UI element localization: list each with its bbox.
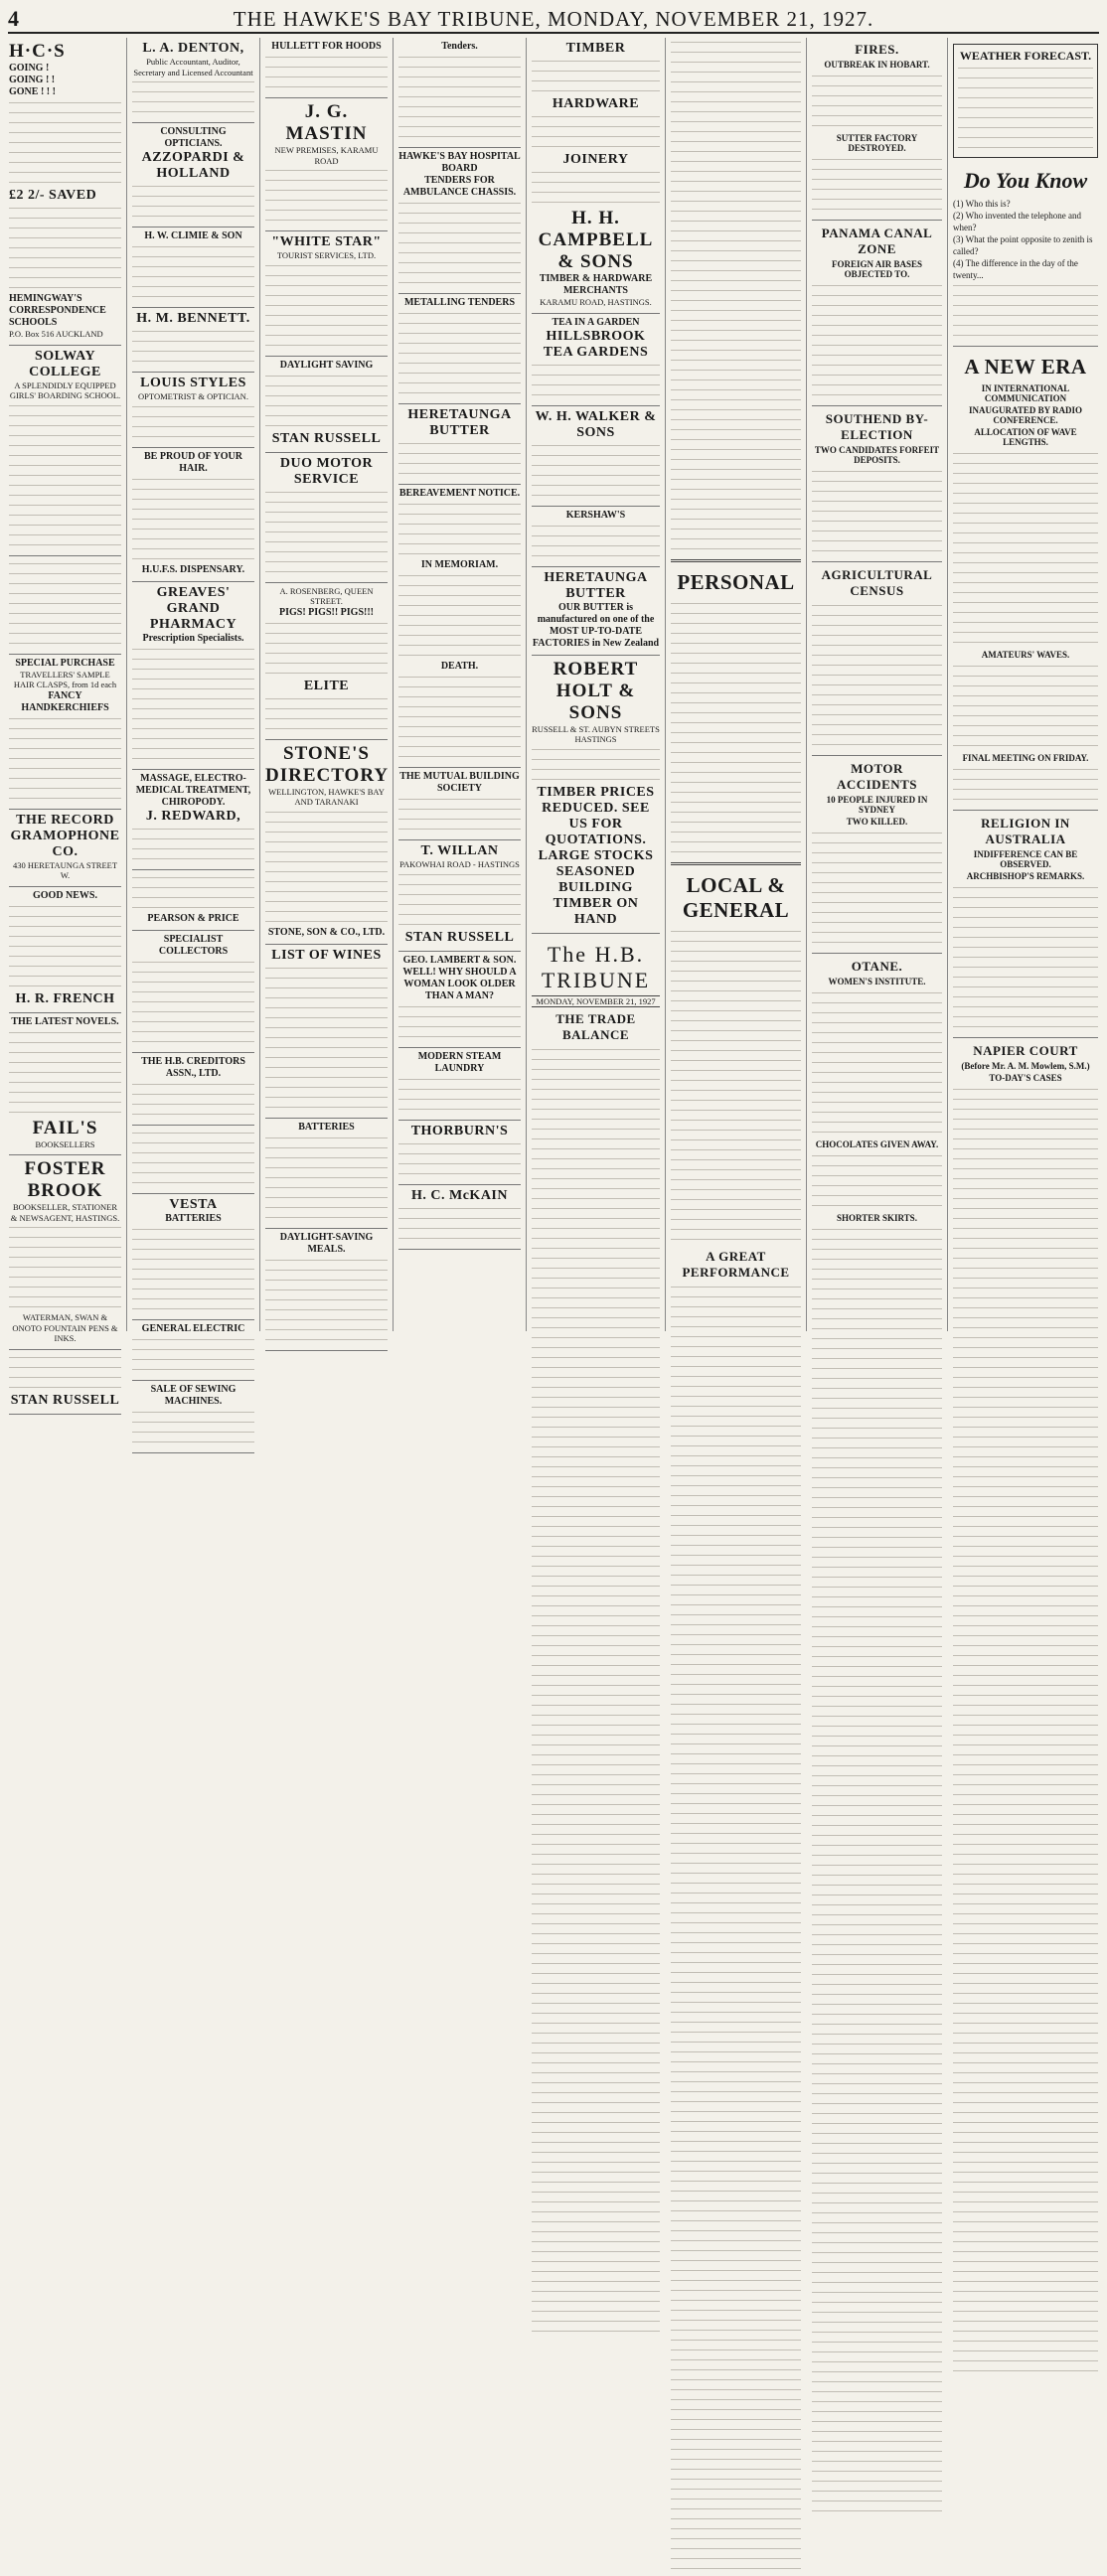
campbell-address: KARAMU ROAD, HASTINGS. (540, 297, 652, 307)
text-block (398, 571, 521, 661)
tenders-heading: Tenders. (441, 41, 478, 52)
masthead-title: THE HAWKE'S BAY TRIBUNE, MONDAY, NOVEMBER 21, 1927. (233, 7, 874, 31)
article-text (953, 1085, 1098, 2378)
daylight-meals-heading: DAYLIGHT-SAVING MEALS. (279, 1231, 374, 1255)
great-performance-heading: A GREAT PERFORMANCE (682, 1249, 790, 1280)
parents-ad (9, 556, 121, 655)
text-block (398, 1075, 521, 1115)
louis-sub: OPTOMETRIST & OPTICIAN. (138, 391, 248, 401)
text-block (398, 870, 521, 930)
sale-ad (132, 1381, 254, 1453)
article-text (812, 1151, 942, 1211)
text-block (398, 1139, 521, 1179)
mastin-ad (265, 98, 388, 231)
text-block (132, 1080, 254, 1120)
fails-heading: FAIL'S (32, 1117, 98, 1138)
fires-heading: FIRES. (855, 42, 899, 57)
vesta-sub: BATTERIES (165, 1212, 222, 1224)
column-5 (527, 38, 666, 1331)
panama-sub: FOREIGN AIR BASES OBJECTED TO. (831, 259, 923, 279)
do-you-know-heading: Do You Know (963, 168, 1088, 193)
napier-sub-2: TO-DAY'S CASES (989, 1073, 1062, 1083)
solway-sub: A SPLENDIDLY EQUIPPED GIRLS' BOARDING SCHOOL. (9, 379, 121, 400)
text-block (132, 242, 254, 302)
mastin-heading: J. G. MASTIN (285, 101, 368, 144)
new-era-sub: IN INTERNATIONAL COMMUNICATION (981, 383, 1070, 403)
text-block (532, 57, 660, 96)
text-block (9, 1353, 121, 1393)
article-text (953, 765, 1098, 805)
trade-balance-article (532, 1045, 660, 2339)
tea-ad (532, 314, 660, 406)
hemingway-school: HEMINGWAY'S CORRESPONDENCE SCHOOLS (9, 293, 106, 328)
bennett-heading: H. M. BENNETT. (136, 311, 250, 326)
sale-heading: SALE OF SEWING MACHINES. (150, 1383, 237, 1407)
stones-sub: WELLINGTON, HAWKE'S BAY AND TARANAKI (268, 786, 385, 807)
text-block (9, 204, 121, 293)
text-block (9, 559, 121, 649)
mckain-heading: H. C. McKAIN (411, 1187, 508, 1203)
article-text (812, 467, 942, 556)
text-block (9, 1223, 121, 1312)
text-block (132, 182, 254, 222)
text-block (532, 168, 660, 208)
batteries-heading: BATTERIES (298, 1121, 355, 1133)
personal-article (671, 599, 801, 857)
waterman-line: WATERMAN, SWAN & ONOTO FOUNTAIN PENS & INKS. (12, 1312, 118, 1343)
article-text (953, 883, 1098, 1032)
column-4 (394, 38, 527, 1331)
page-number: 4 (8, 6, 19, 31)
column-1 (4, 38, 127, 1408)
denton-heading: L. A. DENTON, (142, 41, 244, 56)
geo-heading: GEO. LAMBERT & SON. (402, 954, 517, 966)
white-star-sub: TOURIST SERVICES, LTD. (276, 250, 377, 260)
text-block (265, 808, 388, 927)
heretaunga-heading: HERETAUNGA BUTTER (407, 407, 512, 438)
record-heading: THE RECORD GRAMOPHONE CO. (10, 812, 120, 859)
fancy-heading: FANCY HANDKERCHIEFS (21, 689, 109, 713)
vesta-ad (132, 1194, 254, 1320)
tribune-nameplate: The H.B. TRIBUNE (541, 941, 651, 992)
mastin-sub: NEW PREMISES, KARAMU ROAD (274, 145, 379, 166)
heretaunga-butter-ad-2 (532, 567, 660, 656)
column-6 (666, 38, 807, 1331)
creditors-ad (132, 1053, 254, 1126)
general-heading: GENERAL ELECTRIC (141, 1322, 245, 1334)
batteries-ad (265, 1119, 388, 1229)
article-text (953, 662, 1098, 751)
article-text (812, 72, 942, 131)
metalling-ad (398, 294, 521, 404)
hemingway-address: P.O. Box 516 AUCKLAND (9, 329, 103, 339)
pigs-heading: PIGS! PIGS!! PIGS!!! (279, 606, 374, 618)
article-text (671, 356, 801, 554)
stan-heading-3: STAN RUSSELL (404, 929, 515, 945)
thorburns-heading: THORBURN'S (410, 1123, 509, 1138)
agricultural-heading: AGRICULTURAL CENSUS (821, 567, 933, 598)
general-ad (132, 1320, 254, 1381)
redward-ad (132, 770, 254, 870)
text-block (532, 745, 660, 785)
text-block (265, 1134, 388, 1223)
final-heading: FINAL MEETING ON FRIDAY. (962, 753, 1089, 763)
text-block (132, 1408, 254, 1447)
motor-sub: 10 PEOPLE INJURED IN SYDNEY (826, 795, 928, 815)
wines-heading: LIST OF WINES (271, 947, 382, 963)
kershaws-heading: KERSHAW'S (565, 509, 626, 521)
new-era-heading: A NEW ERA (964, 355, 1087, 379)
text-block (532, 522, 660, 561)
text-block (265, 166, 388, 226)
joinery-heading: JOINERY (562, 152, 629, 167)
masthead (8, 6, 1099, 34)
denton-sub: Public Accountant, Auditor, Secretary and Licensed Accountant (133, 57, 253, 77)
text-block (265, 964, 388, 1113)
text-block (132, 873, 254, 913)
hullett-heading: HULLETT FOR HOODS (271, 41, 382, 52)
text-block (265, 1256, 388, 1345)
foster-heading: FOSTER BROOK (24, 1158, 106, 1201)
record-ad (9, 810, 121, 887)
text-block (9, 401, 121, 550)
azzopardi-heading: AZZOPARDI & HOLLAND (141, 150, 245, 181)
campbell-ad (532, 38, 660, 314)
dyk-answers (953, 281, 1098, 341)
foster-ad (9, 1155, 121, 1350)
record-address: 430 HERETAUNGA STREET W. (12, 859, 118, 880)
panama-heading: PANAMA CANAL ZONE (821, 226, 933, 256)
hospital-heading: HAWKE'S BAY HOSPITAL BOARD (398, 151, 521, 174)
stan-ad (9, 1350, 121, 1415)
hair-ad (132, 448, 254, 582)
duo-ad (265, 453, 388, 583)
thorburns-ad (398, 1121, 521, 1185)
hospital-ad (398, 148, 521, 294)
timber-reduced: TIMBER PRICES REDUCED. SEE US FOR QUOTATIONS. (537, 784, 655, 847)
wines-ad (265, 945, 388, 1119)
column-3 (260, 38, 394, 1331)
foster-sub: BOOKSELLER, STATIONER & NEWSAGENT, HASTINGS. (10, 1202, 120, 1223)
text-block (532, 361, 660, 400)
text-block (265, 619, 388, 679)
text-block (265, 694, 388, 734)
outbreak-heading: OUTBREAK IN HOBART. (824, 60, 930, 70)
hardware-heading: HARDWARE (552, 96, 640, 111)
mutual-ad (398, 768, 521, 840)
divider (953, 346, 1098, 347)
article-text (671, 38, 801, 356)
stones-heading: STONE'S DIRECTORY (265, 742, 390, 786)
specialist-ad (132, 931, 254, 1053)
mckain-ad (398, 1185, 521, 1250)
text-block (398, 1204, 521, 1244)
notices (398, 485, 521, 768)
text-block (132, 1129, 254, 1188)
dyk-question-2: (2) Who invented the telephone and when? (953, 211, 1082, 232)
text-block (265, 53, 388, 92)
text-block (132, 958, 254, 1047)
allocation-heading: ALLOCATION OF WAVE LENGTHS. (974, 427, 1077, 447)
french-heading: H. R. FRENCH (15, 990, 115, 1006)
text-block (132, 77, 254, 117)
southend-sub: TWO CANDIDATES FORFEIT DEPOSITS. (814, 445, 940, 465)
louis-ad (132, 373, 254, 448)
weather-heading: WEATHER FORECAST. (959, 49, 1092, 63)
good-news-heading: GOOD NEWS. (32, 889, 97, 901)
daylight-heading: DAYLIGHT SAVING (279, 359, 374, 371)
greaves-heading: GREAVES' GRAND PHARMACY (149, 584, 237, 632)
motor-heading: MOTOR ACCIDENTS (836, 761, 918, 792)
hcs-ad (9, 38, 121, 346)
daylight-meals-ad (265, 1229, 388, 1351)
text-block (265, 372, 388, 431)
chocolates-heading: CHOCOLATES GIVEN AWAY. (815, 1139, 939, 1149)
special-line: TRAVELLERS' SAMPLE HAIR CLASPS, from 1d each (13, 669, 117, 689)
pearson-heading: PEARSON & PRICE (147, 912, 239, 924)
inaugurated-heading: INAUGURATED BY RADIO CONFERENCE. (968, 405, 1082, 425)
womens-heading: WOMEN'S INSTITUTE. (828, 977, 926, 986)
large-stocks: LARGE STOCKS SEASONED BUILDING TIMBER ON HAND (538, 847, 654, 927)
text-block (132, 825, 254, 864)
pearson-ad (132, 870, 254, 931)
text-block (398, 673, 521, 762)
holt-sub: RUSSELL & ST. AUBYN STREETS HASTINGS (532, 723, 660, 744)
local-general-heading: LOCAL & GENERAL (682, 873, 790, 922)
divider (812, 405, 942, 406)
two-killed-heading: TWO KILLED. (846, 817, 908, 827)
tenders-amb-heading: TENDERS FOR AMBULANCE CHASSIS. (402, 175, 517, 198)
holt-heading: ROBERT HOLT & SONS (553, 658, 639, 723)
good-news-ad (9, 887, 121, 1013)
text-block (398, 309, 521, 398)
going-2: GOING ! ! (9, 75, 56, 85)
napier-sub: (Before Mr. A. M. Mowlem, S.M.) (961, 1061, 1090, 1071)
greaves-ad (132, 582, 254, 770)
stones-ad (265, 740, 388, 945)
white-star-ad (265, 231, 388, 357)
text-block (132, 402, 254, 442)
article-text (812, 1225, 942, 2518)
special-ad (9, 655, 121, 810)
article-text (953, 449, 1098, 648)
weather-text (958, 64, 1093, 153)
weather-box (953, 44, 1098, 158)
massage-heading: MASSAGE, ELECTRO-MEDICAL TREATMENT, CHIROPODY. (135, 772, 251, 808)
special-heading: SPECIAL PURCHASE (15, 657, 115, 669)
modern-heading: MODERN STEAM LAUNDRY (417, 1050, 502, 1074)
trade-balance-heading: THE TRADE BALANCE (555, 1010, 636, 1042)
greaves-sub: Prescription Specialists. (142, 632, 244, 644)
bereavement-heading: BEREAVEMENT NOTICE. (398, 488, 521, 499)
stan-heading: STAN RUSSELL (10, 1392, 120, 1408)
be-proud-heading: BE PROUD OF YOUR HAIR. (144, 450, 242, 474)
daylight-ad (265, 357, 388, 453)
rosenberg-ad (265, 583, 388, 740)
bennett-ad (132, 308, 254, 373)
text-block (398, 53, 521, 142)
heretaunga-butter-ad (398, 404, 521, 485)
campbell-sub: TIMBER & HARDWARE MERCHANTS (539, 273, 653, 296)
column-8 (948, 38, 1103, 1331)
walker-heading: W. H. WALKER & SONS (535, 408, 657, 440)
holt-ad (532, 656, 660, 934)
text-block (532, 441, 660, 501)
text-block (9, 98, 121, 188)
text-block (9, 902, 121, 991)
column-2 (127, 38, 260, 1407)
memoriam-heading: IN MEMORIAM. (420, 559, 499, 570)
article-text (812, 829, 942, 948)
hufs-heading: H.U.F.S. DISPENSARY. (141, 563, 245, 575)
napier-heading: NAPIER COURT (973, 1043, 1078, 1058)
climie-heading: H. W. CLIMIE & SON (144, 230, 242, 241)
hcs-logo: H·C·S (9, 41, 66, 62)
whitcombe-heading: STONE, SON & CO., LTD. (267, 926, 386, 938)
text-block (398, 795, 521, 834)
stan-heading-2: STAN RUSSELL (271, 430, 382, 446)
shorter-heading: SHORTER SKIRTS. (837, 1213, 917, 1223)
great-performance-article (671, 1283, 801, 2576)
redward-heading: J. REDWARD, (145, 808, 241, 824)
specialist-heading: SPECIALIST COLLECTORS (158, 933, 229, 957)
solway-ad (9, 346, 121, 556)
denton-ad (132, 38, 254, 123)
duo-heading: DUO MOTOR SERVICE (279, 455, 374, 487)
vesta-heading: VESTA (169, 1196, 218, 1212)
campbell-heading: H. H. CAMPBELL & SONS (538, 208, 654, 272)
white-star-heading: "WHITE STAR" (271, 234, 382, 249)
white-star-ad-2 (132, 1126, 254, 1194)
going-1: GOING ! (9, 63, 50, 74)
text-block (398, 1002, 521, 1042)
dyk-question-1: (1) Who this is? (953, 199, 1011, 209)
southend-heading: SOUTHEND BY-ELECTION (825, 411, 929, 442)
divider (812, 220, 942, 221)
timber-heading: TIMBER (565, 41, 626, 56)
dyk-question-3: (3) What the point opposite to zenith is called? (953, 234, 1093, 256)
text-block (132, 1225, 254, 1314)
elite-heading: ELITE (303, 678, 350, 693)
gone-3: GONE ! ! ! (9, 86, 56, 97)
text-block (265, 488, 388, 577)
article-text (812, 155, 942, 215)
tea-heading: TEA IN A GARDEN (552, 316, 640, 328)
otane-heading: OTANE. (851, 959, 903, 974)
price-saved: £2 2/- SAVED (9, 188, 97, 203)
consulting-ad (132, 123, 254, 227)
heretaunga-heading-2: HERETAUNGA BUTTER (544, 569, 648, 601)
divider (953, 1037, 1098, 1038)
article-text (812, 281, 942, 400)
death-heading: DEATH. (440, 661, 479, 672)
divider (812, 953, 942, 954)
article-text (812, 988, 942, 1137)
geo-ad (398, 952, 521, 1048)
column-7 (807, 38, 948, 1331)
solway-heading: SOLWAY COLLEGE (29, 348, 101, 379)
text-block (9, 714, 121, 804)
local-general-article (671, 927, 801, 1245)
laundry-ad (398, 1048, 521, 1121)
amateurs-heading: AMATEURS' WAVES. (981, 650, 1070, 660)
text-block (132, 475, 254, 564)
religion-heading: RELIGION IN AUSTRALIA (981, 816, 1070, 846)
text-block (398, 500, 521, 559)
divider (953, 810, 1098, 811)
metalling-heading: METALLING TENDERS (403, 297, 516, 308)
divider (671, 862, 801, 865)
text-block (9, 1028, 121, 1118)
fails-sub: BOOKSELLERS (35, 1138, 95, 1149)
religion-sub: INDIFFERENCE CAN BE OBSERVED. (973, 849, 1078, 869)
creditors-heading: THE H.B. CREDITORS ASSN., LTD. (141, 1055, 245, 1079)
consulting-heading: CONSULTING OPTICIANS. (160, 126, 227, 149)
mutual-heading: THE MUTUAL BUILDING SOCIETY (399, 771, 520, 794)
text-block (132, 645, 254, 764)
dyk-question-4: (4) The difference in the day of the twenty... (953, 258, 1078, 280)
divider (671, 559, 801, 562)
text-block (398, 439, 521, 479)
tenders-ad (398, 38, 521, 148)
well-heading: WELL! WHY SHOULD A WOMAN LOOK OLDER THAN A MAN? (402, 966, 517, 1001)
divider (812, 755, 942, 756)
personal-heading: PERSONAL (677, 570, 795, 594)
tribune-date: MONDAY, NOVEMBER 21, 1927 (532, 995, 660, 1007)
archbishop-heading: ARCHBISHOP'S REMARKS. (966, 871, 1085, 881)
latest-heading: THE LATEST NOVELS. (11, 1015, 119, 1027)
sutter-heading: SUTTER FACTORY DESTROYED. (836, 133, 918, 153)
rosenberg-heading: A. ROSENBERG, QUEEN STREET. (279, 585, 374, 606)
text-block (132, 327, 254, 367)
climie-ad (132, 227, 254, 308)
willan-ad (398, 840, 521, 952)
text-block (132, 1335, 254, 1375)
text-block (398, 199, 521, 288)
butter-text: OUR BUTTER is manufactured on one of the MOST UP-TO-DATE FACTORIES in New Zealand (532, 601, 660, 649)
article-text (812, 601, 942, 750)
divider (812, 561, 942, 562)
walker-ad (532, 406, 660, 507)
hullett-ad (265, 38, 388, 98)
latest-novels-ad (9, 1013, 121, 1156)
willan-heading: T. WILLAN (420, 843, 499, 858)
kershaws-ad (532, 507, 660, 567)
tea-sub: HILLSBROOK TEA GARDENS (543, 328, 649, 360)
text-block (532, 112, 660, 152)
louis-heading: LOUIS STYLES (140, 376, 246, 390)
text-block (265, 261, 388, 351)
pakowhai-line: PAKOWHAI ROAD - HASTINGS (399, 859, 520, 869)
